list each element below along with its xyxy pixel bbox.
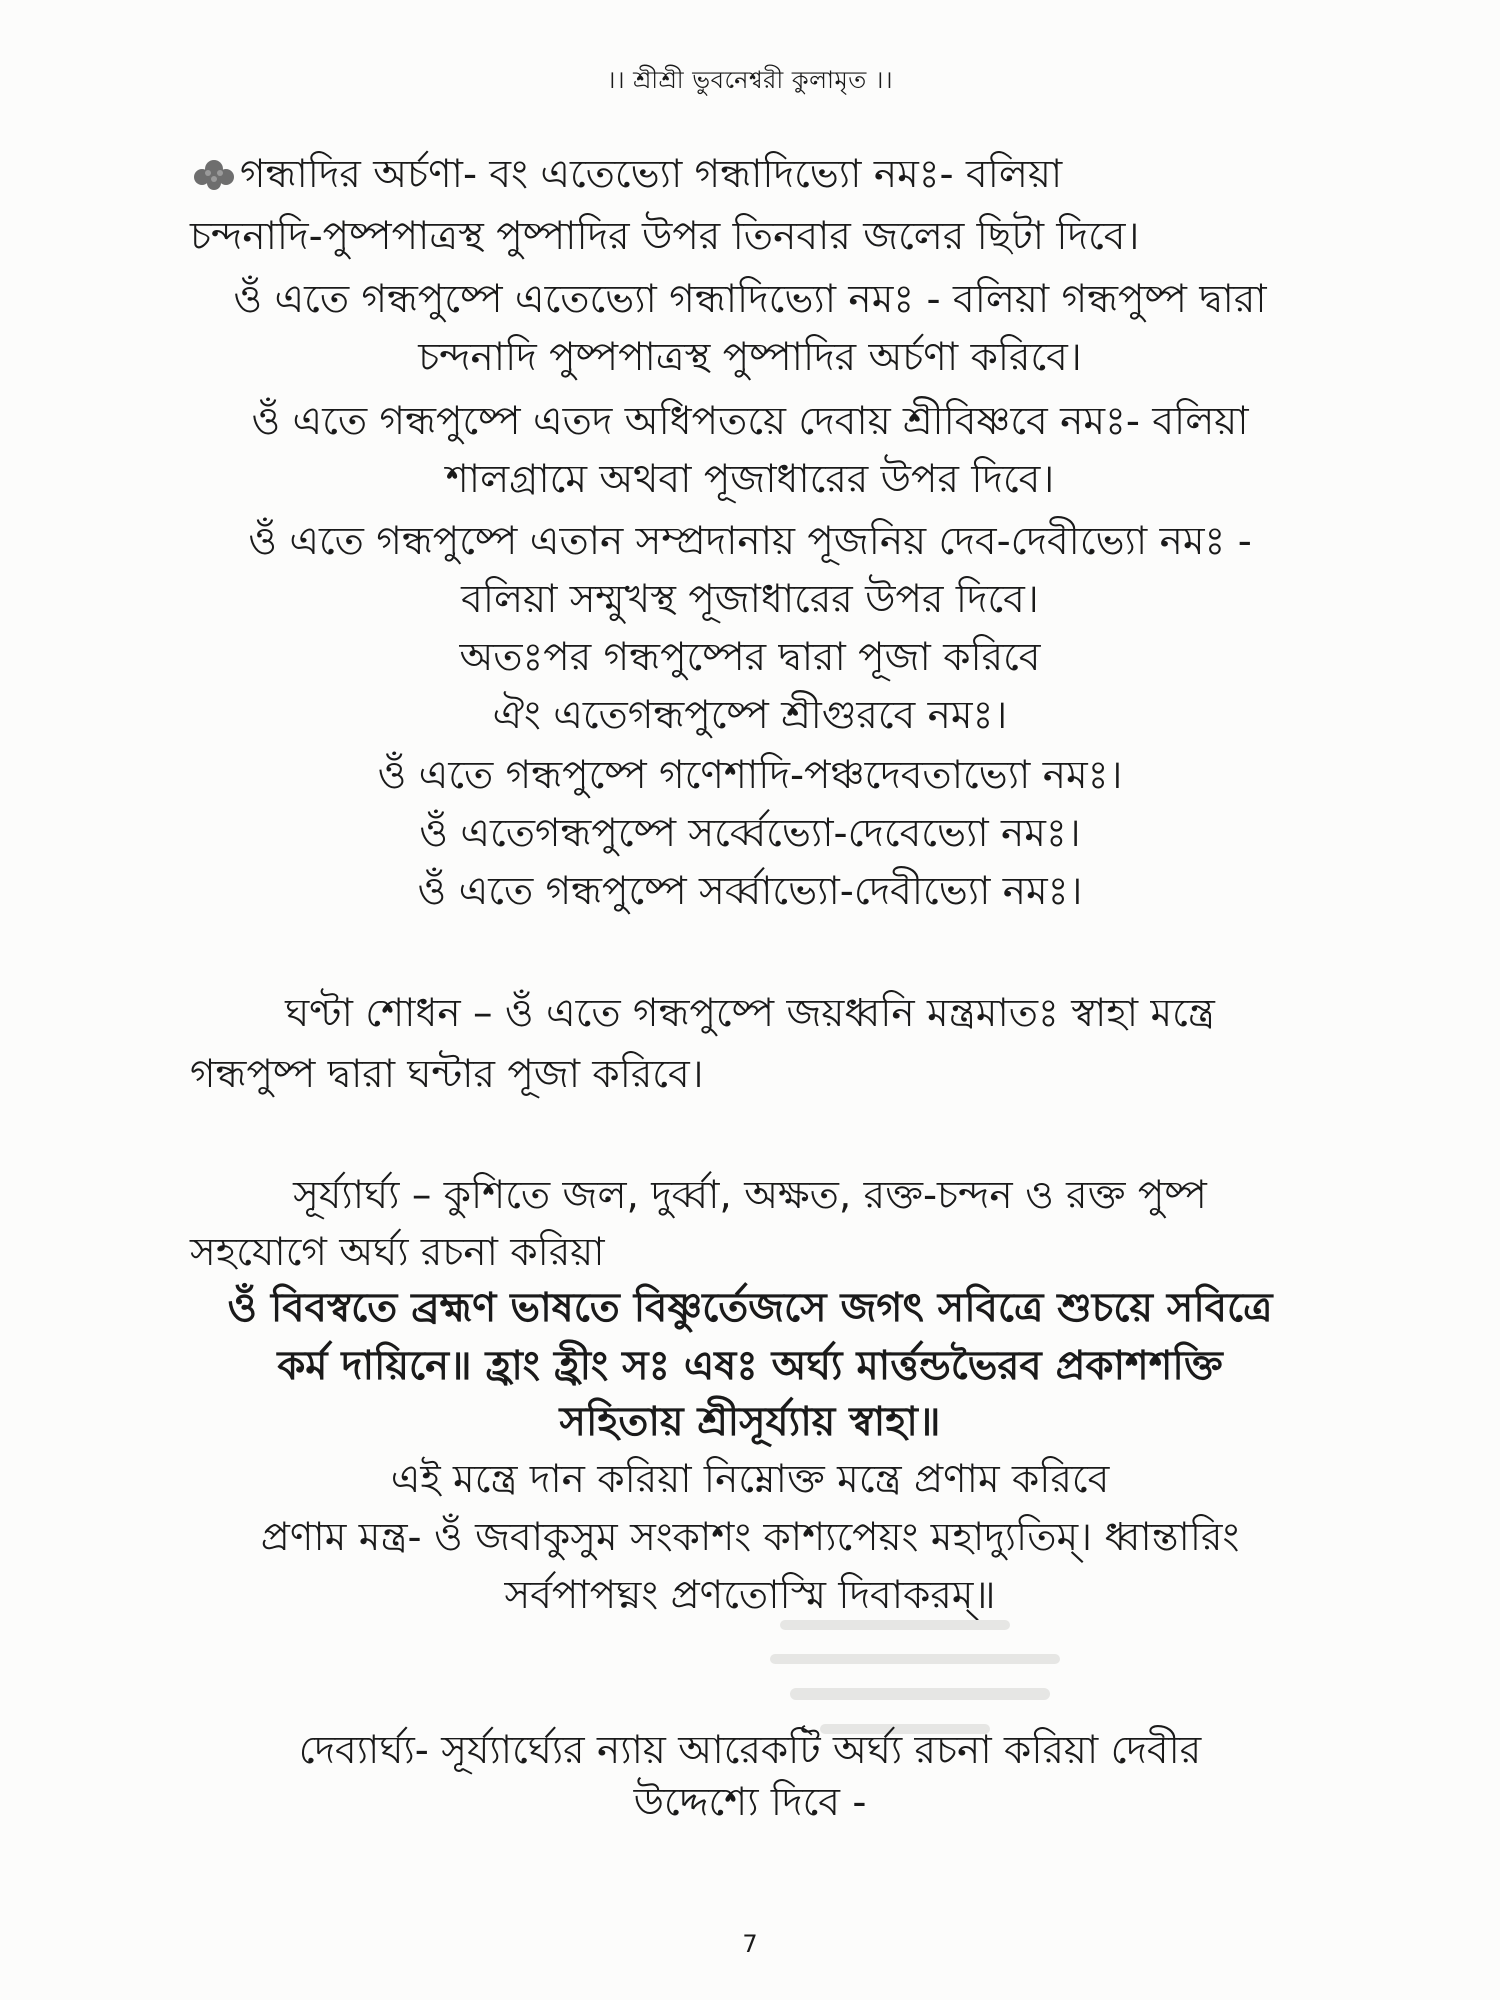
- text-line-3: ওঁ এতে গন্ধপুষ্পে এতেভ্যো গন্ধাদিভ্যো নমঃ - বলিয়া গন্ধপুষ্প দ্বারা: [233, 277, 1267, 322]
- text-line-15: গন্ধপুষ্প দ্বারা ঘন্টার পূজা করিবে।: [190, 1052, 704, 1097]
- text-line-18: এই মন্ত্রে দান করিয়া নিম্নোক্ত মন্ত্রে প্রণাম করিবে: [390, 1457, 1110, 1502]
- text-line-4: চন্দনাদি পুষ্পপাত্রস্থ পুষ্পাদির অর্চণা করিবে।: [418, 335, 1082, 380]
- text-line-22: উদ্দেশ্যে দিবে -: [633, 1780, 867, 1825]
- mantra-line-1: ওঁ বিবস্বতে ব্রহ্মণ ভাষতে বিষ্ণুর্তেজসে জগৎ সবিত্রে শুচয়ে সবিত্রে: [227, 1285, 1273, 1331]
- flower-ornament-icon: [190, 153, 238, 193]
- text-line-12: ওঁ এতেগন্ধপুষ্পে সর্ব্বেভ্যো-দেবেভ্যো নমঃ।: [419, 811, 1081, 856]
- text-line-10: ঐং এতেগন্ধপুষ্পে শ্রীগুরবে নমঃ।: [492, 693, 1008, 738]
- text-line-9: অতঃপর গন্ধপুষ্পের দ্বারা পূজা করিবে: [459, 635, 1041, 680]
- text-line-1-content: গন্ধাদির অর্চণা- বং এতেভ্যো গন্ধাদিভ্যো নমঃ- বলিয়া: [240, 152, 1063, 197]
- text-line-7: ওঁ এতে গন্ধপুষ্পে এতান সম্প্রদানায় পূজনিয় দেব-দেবীভ্যো নমঃ -: [248, 519, 1252, 564]
- page-number: 7: [742, 1930, 758, 1958]
- text-line-1: [190, 150, 1062, 200]
- text-line-17: সহযোগে অর্ঘ্য রচনা করিয়া: [190, 1230, 605, 1275]
- running-header: ।। শ্রীশ্রী ভুবনেশ্বরী কুলামৃত ।।: [606, 66, 894, 94]
- text-line-16: সূর্য্যার্ঘ্য – কুশিতে জল, দুর্ব্বা, অক্ষত, রক্ত-চন্দন ও রক্ত পুষ্প: [293, 1173, 1207, 1218]
- mantra-line-2: কর্ম দায়িনে॥ হ্রাং হ্রীং সঃ এষঃ অর্ঘ্য মার্ত্তন্ডভৈরব প্রকাশশক্তি: [277, 1343, 1223, 1389]
- text-line-5: ওঁ এতে গন্ধপুষ্পে এতদ অধিপতয়ে দেবায় শ্রীবিষ্ণবে নমঃ- বলিয়া: [251, 399, 1249, 444]
- text-line-8: বলিয়া সম্মুখস্থ পূজাধারের উপর দিবে।: [461, 577, 1039, 622]
- text-line-6: শালগ্রামে অথবা পূজাধারের উপর দিবে।: [445, 457, 1055, 502]
- text-line-14: ঘণ্টা শোধন – ওঁ এতে গন্ধপুষ্পে জয়ধ্বনি মন্ত্রমাতঃ স্বাহা মন্ত্রে: [285, 991, 1215, 1036]
- text-line-2: চন্দনাদি-পুষ্পপাত্রস্থ পুষ্পাদির উপর তিনবার জলের ছিটা দিবে।: [190, 214, 1140, 259]
- text-line-13: ওঁ এতে গন্ধপুষ্পে সর্ব্বাভ্যো-দেবীভ্যো নমঃ।: [417, 869, 1083, 914]
- text-line-21: দেব্যার্ঘ্য- সূর্য্যার্ঘ্যের ন্যায় আরেকটি অর্ঘ্য রচনা করিয়া দেবীর: [298, 1728, 1202, 1773]
- text-line-20: সর্বপাপঘ্নং প্রণতোস্মি দিবাকরম্॥: [504, 1573, 996, 1618]
- text-line-19: প্রণাম মন্ত্র- ওঁ জবাকুসুম সংকাশং কাশ্যপেয়ং মহাদ্যুতিম্। ধ্বান্তারিং: [260, 1515, 1240, 1560]
- mantra-line-3: সহিতায় শ্রীসূর্য্যায় স্বাহা॥: [559, 1399, 941, 1445]
- text-line-11: ওঁ এতে গন্ধপুষ্পে গণেশাদি-পঞ্চদেবতাভ্যো নমঃ।: [377, 753, 1123, 798]
